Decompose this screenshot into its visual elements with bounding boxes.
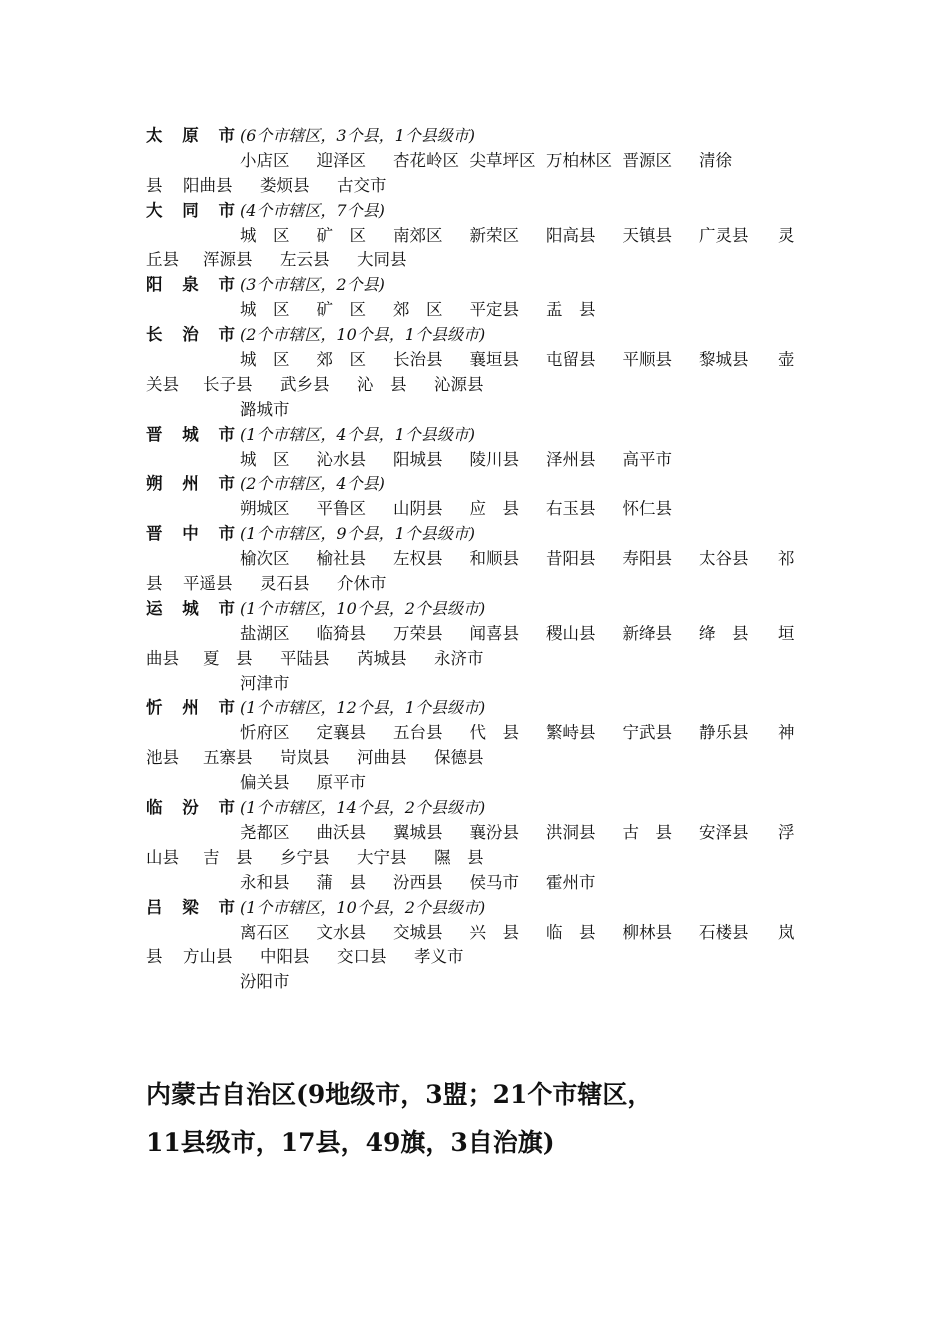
- county-name: 文水县: [316, 922, 366, 942]
- county-name: 灵石县: [260, 574, 310, 594]
- city-header: [146, 273, 806, 298]
- county-line: [146, 174, 806, 199]
- county-name: 忻府区: [240, 723, 290, 743]
- county-line: [146, 224, 806, 249]
- county-name: 万柏林区: [546, 150, 612, 170]
- county-name: 岚: [778, 922, 795, 942]
- county-name: 泽州县: [546, 449, 596, 469]
- city-header: [146, 124, 806, 149]
- county-name: 广灵县: [699, 225, 749, 245]
- county-name: 芮城县: [357, 648, 407, 668]
- county-name: 平顺县: [622, 350, 672, 370]
- county-name: 陵川县: [469, 449, 519, 469]
- county-line: [146, 298, 806, 323]
- county-name: 宁武县: [622, 723, 672, 743]
- county-name: 山阴县: [393, 499, 443, 519]
- county-name: 闻喜县: [469, 623, 519, 643]
- county-name: 襄汾县: [469, 822, 519, 842]
- county-name: 城 区: [240, 300, 290, 320]
- section-heading-line-2: 11县级市，17县，49旗，3自治旗): [146, 1128, 555, 1157]
- county-name: 城 区: [240, 449, 290, 469]
- county-name: 丘县: [146, 250, 179, 270]
- county-name: 定襄县: [316, 723, 366, 743]
- county-name: 县: [146, 947, 163, 967]
- city-summary: (6个市辖区，3个县，1个县级市): [240, 126, 476, 145]
- county-name: 交城县: [393, 922, 443, 942]
- county-name: 曲县: [146, 648, 179, 668]
- county-name: 平遥县: [183, 574, 233, 594]
- county-line: [146, 672, 806, 697]
- county-name: 汾西县: [393, 872, 443, 892]
- county-name: 城 区: [240, 225, 290, 245]
- county-name: 新绛县: [622, 623, 672, 643]
- county-name: 兴 县: [469, 922, 519, 942]
- county-name: 中阳县: [260, 947, 310, 967]
- county-name: 矿 区: [316, 225, 366, 245]
- city-name: 晋 中 市: [146, 524, 242, 544]
- county-name: 偏关县: [240, 773, 290, 793]
- county-name: 沁源县: [434, 374, 484, 394]
- county-name: 吉 县: [203, 847, 253, 867]
- city-name: 吕 梁 市: [146, 897, 242, 917]
- county-name: 阳曲县: [183, 175, 233, 195]
- section-heading-line-1: 内蒙古自治区(9地级市，3盟；21个市辖区，: [146, 1080, 653, 1109]
- county-line: [146, 622, 806, 647]
- city-header: [146, 796, 806, 821]
- county-line: [146, 398, 806, 423]
- county-name: 古 县: [622, 822, 672, 842]
- county-line: [146, 970, 806, 995]
- county-name: 孝义市: [414, 947, 464, 967]
- county-name: 沁水县: [316, 449, 366, 469]
- city-summary: (3个市辖区，2个县): [240, 275, 385, 295]
- county-name: 清徐: [699, 150, 732, 170]
- county-name: 左云县: [280, 250, 330, 270]
- city-summary: (2个市辖区，10个县，1个县级市): [240, 325, 486, 345]
- county-name: 太谷县: [699, 549, 749, 569]
- county-name: 浑源县: [203, 250, 253, 270]
- county-name: 蒲 县: [316, 872, 366, 892]
- city-name: 运 城 市: [146, 598, 242, 618]
- county-name: 襄垣县: [469, 350, 519, 370]
- county-name: 左权县: [393, 549, 443, 569]
- county-name: 平陆县: [280, 648, 330, 668]
- county-line: [146, 373, 806, 398]
- county-name: 侯马市: [469, 872, 519, 892]
- county-name: 万荣县: [393, 623, 443, 643]
- city-name: 大 同 市: [146, 200, 242, 220]
- county-name: 夏 县: [203, 648, 253, 668]
- county-name: 怀仁县: [622, 499, 672, 519]
- county-name: 霍州市: [546, 872, 596, 892]
- county-name: 代 县: [469, 723, 519, 743]
- county-name: 翼城县: [393, 822, 443, 842]
- county-name: 应 县: [469, 499, 519, 519]
- county-name: 曲沃县: [316, 822, 366, 842]
- county-name: 隰 县: [434, 847, 484, 867]
- city-name: 阳 泉 市: [146, 275, 242, 295]
- county-name: 池县: [146, 748, 179, 768]
- city-header: [146, 199, 806, 224]
- county-name: 平鲁区: [316, 499, 366, 519]
- county-name: 乡宁县: [280, 847, 330, 867]
- city-name: 忻 州 市: [146, 698, 242, 718]
- county-name: 安泽县: [699, 822, 749, 842]
- county-line: [146, 348, 806, 373]
- county-line: [146, 721, 806, 746]
- county-name: 岢岚县: [280, 748, 330, 768]
- city-summary: (1个市辖区，10个县，2个县级市): [240, 598, 486, 618]
- county-name: 杏花岭区: [393, 150, 459, 170]
- county-name: 大同县: [357, 250, 407, 270]
- county-name: 五寨县: [203, 748, 253, 768]
- county-line: [146, 821, 806, 846]
- city-name: 临 汾 市: [146, 798, 242, 818]
- county-name: 高平市: [622, 449, 672, 469]
- county-name: 方山县: [183, 947, 233, 967]
- county-listing: [146, 124, 806, 995]
- county-name: 郊 区: [316, 350, 366, 370]
- county-name: 迎泽区: [316, 150, 366, 170]
- county-name: 古交市: [337, 175, 387, 195]
- county-name: 沁 县: [357, 374, 407, 394]
- city-header: [146, 472, 806, 497]
- county-line: [146, 448, 806, 473]
- county-name: 稷山县: [546, 623, 596, 643]
- county-name: 昔阳县: [546, 549, 596, 569]
- county-line: [146, 149, 806, 174]
- county-name: 交口县: [337, 947, 387, 967]
- county-name: 县: [146, 175, 163, 195]
- county-line: [146, 497, 806, 522]
- county-name: 郊 区: [393, 300, 443, 320]
- city-summary: (2个市辖区，4个县): [240, 474, 385, 494]
- city-name: 长 治 市: [146, 325, 242, 345]
- county-line: [146, 746, 806, 771]
- county-name: 小店区: [240, 150, 290, 170]
- county-name: 屯留县: [546, 350, 596, 370]
- county-name: 寿阳县: [622, 549, 672, 569]
- county-name: 垣: [778, 623, 795, 643]
- county-name: 临 县: [546, 922, 596, 942]
- city-name: 晋 城 市: [146, 424, 242, 444]
- city-summary: (1个市辖区，14个县，2个县级市): [240, 798, 486, 818]
- county-name: 右玉县: [546, 499, 596, 519]
- county-name: 盂 县: [546, 300, 596, 320]
- county-line: [146, 647, 806, 672]
- county-name: 永和县: [240, 872, 290, 892]
- county-line: [146, 771, 806, 796]
- county-name: 洪洞县: [546, 822, 596, 842]
- city-name: 太 原 市: [146, 126, 242, 145]
- county-name: 灵: [778, 225, 795, 245]
- county-name: 矿 区: [316, 300, 366, 320]
- county-line: [146, 871, 806, 896]
- county-name: 南郊区: [393, 225, 443, 245]
- county-name: 尧都区: [240, 822, 290, 842]
- county-name: 原平市: [316, 773, 366, 793]
- county-name: 平定县: [469, 300, 519, 320]
- county-name: 山县: [146, 847, 179, 867]
- county-name: 榆次区: [240, 549, 290, 569]
- county-name: 县: [146, 574, 163, 594]
- county-line: [146, 547, 806, 572]
- county-name: 潞城市: [240, 399, 290, 419]
- county-name: 朔城区: [240, 499, 290, 519]
- county-name: 长子县: [203, 374, 253, 394]
- county-name: 五台县: [393, 723, 443, 743]
- county-name: 祁: [778, 549, 795, 569]
- county-name: 长治县: [393, 350, 443, 370]
- county-name: 柳林县: [622, 922, 672, 942]
- city-header: [146, 522, 806, 547]
- county-name: 榆社县: [316, 549, 366, 569]
- county-name: 阳高县: [546, 225, 596, 245]
- county-name: 繁峙县: [546, 723, 596, 743]
- county-line: [146, 572, 806, 597]
- county-name: 阳城县: [393, 449, 443, 469]
- county-line: [146, 945, 806, 970]
- county-name: 浮: [778, 822, 795, 842]
- city-header: [146, 423, 806, 448]
- city-summary: (1个市辖区，9个县，1个县级市): [240, 524, 476, 544]
- city-summary: (1个市辖区，10个县，2个县级市): [240, 897, 486, 917]
- county-name: 静乐县: [699, 723, 749, 743]
- county-name: 大宁县: [357, 847, 407, 867]
- county-name: 娄烦县: [260, 175, 310, 195]
- county-name: 武乡县: [280, 374, 330, 394]
- county-name: 河津市: [240, 673, 290, 693]
- city-header: [146, 896, 806, 921]
- county-line: [146, 248, 806, 273]
- county-name: 神: [778, 723, 795, 743]
- city-summary: (1个市辖区，12个县，1个县级市): [240, 698, 486, 718]
- county-name: 河曲县: [357, 748, 407, 768]
- county-name: 关县: [146, 374, 179, 394]
- city-summary: (4个市辖区，7个县): [240, 200, 385, 220]
- county-name: 新荣区: [469, 225, 519, 245]
- county-name: 城 区: [240, 350, 290, 370]
- county-line: [146, 846, 806, 871]
- city-header: [146, 696, 806, 721]
- county-name: 石楼县: [699, 922, 749, 942]
- county-name: 离石区: [240, 922, 290, 942]
- county-name: 壶: [778, 350, 795, 370]
- county-name: 尖草坪区: [469, 150, 536, 170]
- county-name: 汾阳市: [240, 972, 290, 992]
- county-name: 介休市: [337, 574, 387, 594]
- county-name: 盐湖区: [240, 623, 290, 643]
- county-name: 晋源区: [622, 150, 672, 170]
- county-name: 天镇县: [622, 225, 672, 245]
- county-name: 绛 县: [699, 623, 749, 643]
- city-name: 朔 州 市: [146, 474, 242, 494]
- county-name: 黎城县: [699, 350, 749, 370]
- county-name: 永济市: [434, 648, 484, 668]
- city-summary: (1个市辖区，4个县，1个县级市): [240, 424, 476, 444]
- city-header: [146, 323, 806, 348]
- county-name: 临猗县: [316, 623, 366, 643]
- county-line: [146, 921, 806, 946]
- city-header: [146, 597, 806, 622]
- county-name: 保德县: [434, 748, 484, 768]
- county-name: 和顺县: [469, 549, 519, 569]
